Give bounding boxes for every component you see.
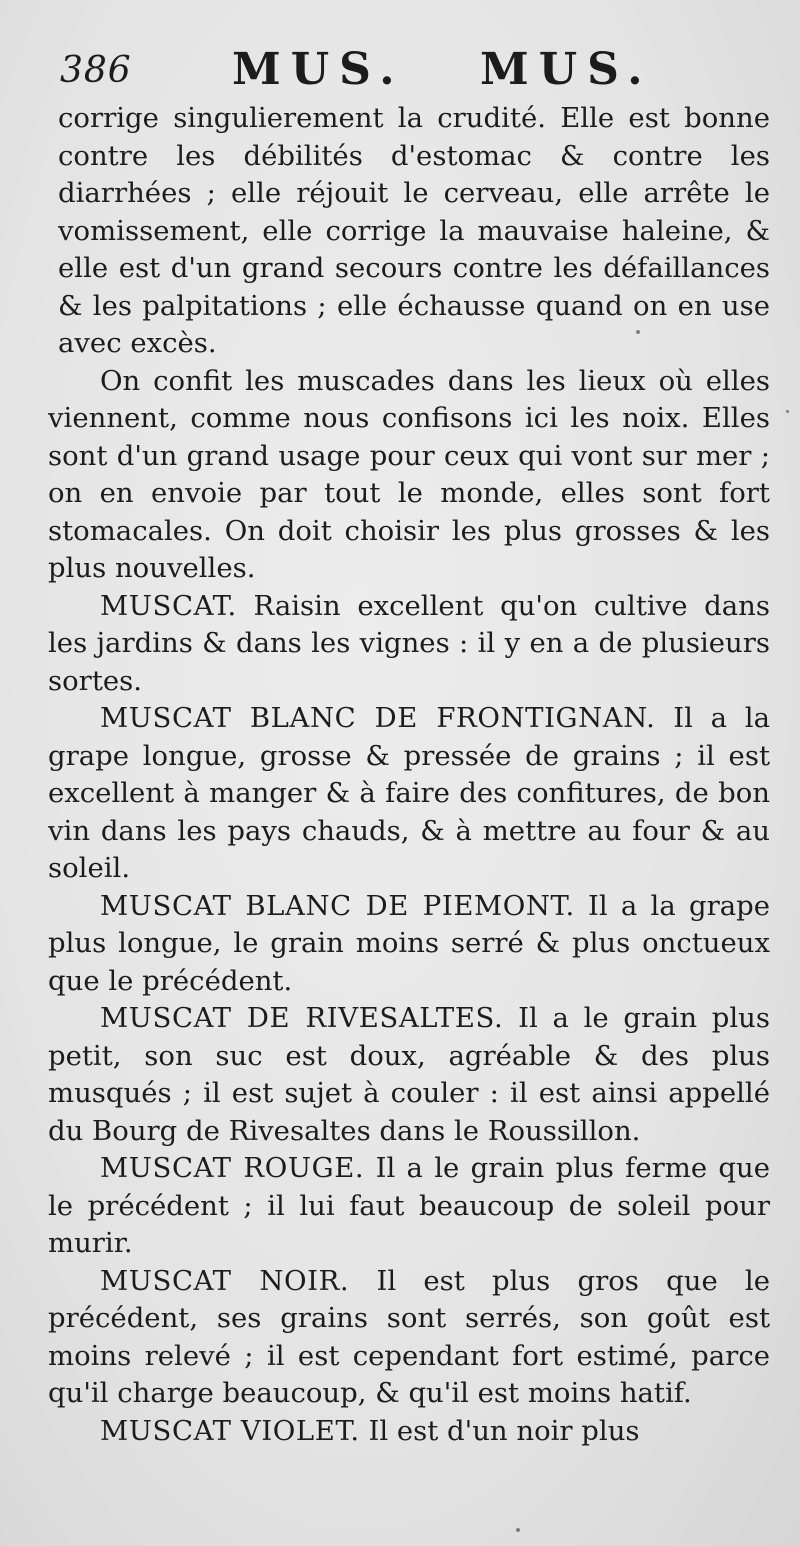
paragraph-text: corrige singulierement la crudité. Elle est bonne contre les débilités d'estomac & contre les diarrhées ; elle réjouit le cerveau, elle arrête le vomissement, elle corrige la mauvaise haleine, & elle est d'un grand secours contre les défaillances & les palpitations ; elle échausse quand on en use avec excès. [58, 102, 770, 359]
entry-text: Raisin excellent qu'on cultive dans les jardins & dans les vignes : il y en a de plusieurs sortes. [48, 589, 770, 697]
entry-muscat-violet [48, 1413, 770, 1451]
ink-spot [636, 330, 640, 334]
entry-headword: MUSCAT VIOLET. [100, 1414, 360, 1447]
paragraph-continuation [48, 100, 770, 363]
ink-spot [786, 410, 789, 413]
entry-muscat-noir [48, 1263, 770, 1413]
entry-text: Il a le grain plus petit, son suc est doux, agréable & des plus musqués ; il est sujet à couler : il est ainsi appellé du Bourg de Rivesaltes dans le Roussillon. [48, 1002, 770, 1147]
page-header [60, 44, 780, 100]
entry-headword: MUSCAT. [100, 589, 237, 622]
entry-text: Il est plus gros que le précédent, ses grains sont serrés, son goût est moins relevé ; il est cependant fort estimé, parce qu'il charge beaucoup, & qu'il est moins hatif. [48, 1264, 771, 1409]
entry-text: Il a le grain plus ferme que le précédent ; il lui faut beaucoup de soleil pour murir. [48, 1152, 771, 1259]
entry-muscat-blanc-frontignan [48, 700, 770, 888]
entry-headword: MUSCAT BLANC DE PIEMONT. [100, 889, 575, 922]
entry-text: Il a la grape longue, grosse & pressée de grains ; il est excellent à manger & à faire des confitures, de bon vin dans les pays chauds, & à mettre au four & au soleil. [48, 702, 770, 884]
entry-muscat-rivesaltes [48, 1000, 770, 1150]
running-head-left: MUS. [232, 44, 405, 95]
paragraph-text: On confit les muscades dans les lieux où elles viennent, comme nous confisons ici les noix. Elles sont d'un grand usage pour ceux qui vont sur mer ; on en envoie par tout le monde, elles sont fort stomacales. On doit choisir les plus grosses & les plus nouvelles. [48, 364, 770, 584]
entry-muscat-blanc-piemont [48, 888, 770, 1001]
entry-text: Il est d'un noir plus [368, 1414, 640, 1447]
entry-muscat [48, 588, 770, 701]
ink-spot [516, 1528, 520, 1532]
page-number: 386 [60, 50, 132, 91]
entry-headword: MUSCAT BLANC DE FRONTIGNAN. [100, 702, 656, 734]
paragraph-muscades [48, 363, 770, 588]
entry-text: Il a la grape plus longue, le grain moins serré & plus onctueux que le précédent. [48, 889, 770, 997]
entry-headword: MUSCAT DE RIVESALTES. [100, 1002, 504, 1034]
page-body [48, 100, 770, 1450]
entry-headword: MUSCAT NOIR. [100, 1264, 350, 1297]
entry-headword: MUSCAT ROUGE. [100, 1152, 365, 1184]
running-head-right: MUS. [480, 44, 653, 95]
entry-muscat-rouge [48, 1150, 770, 1263]
